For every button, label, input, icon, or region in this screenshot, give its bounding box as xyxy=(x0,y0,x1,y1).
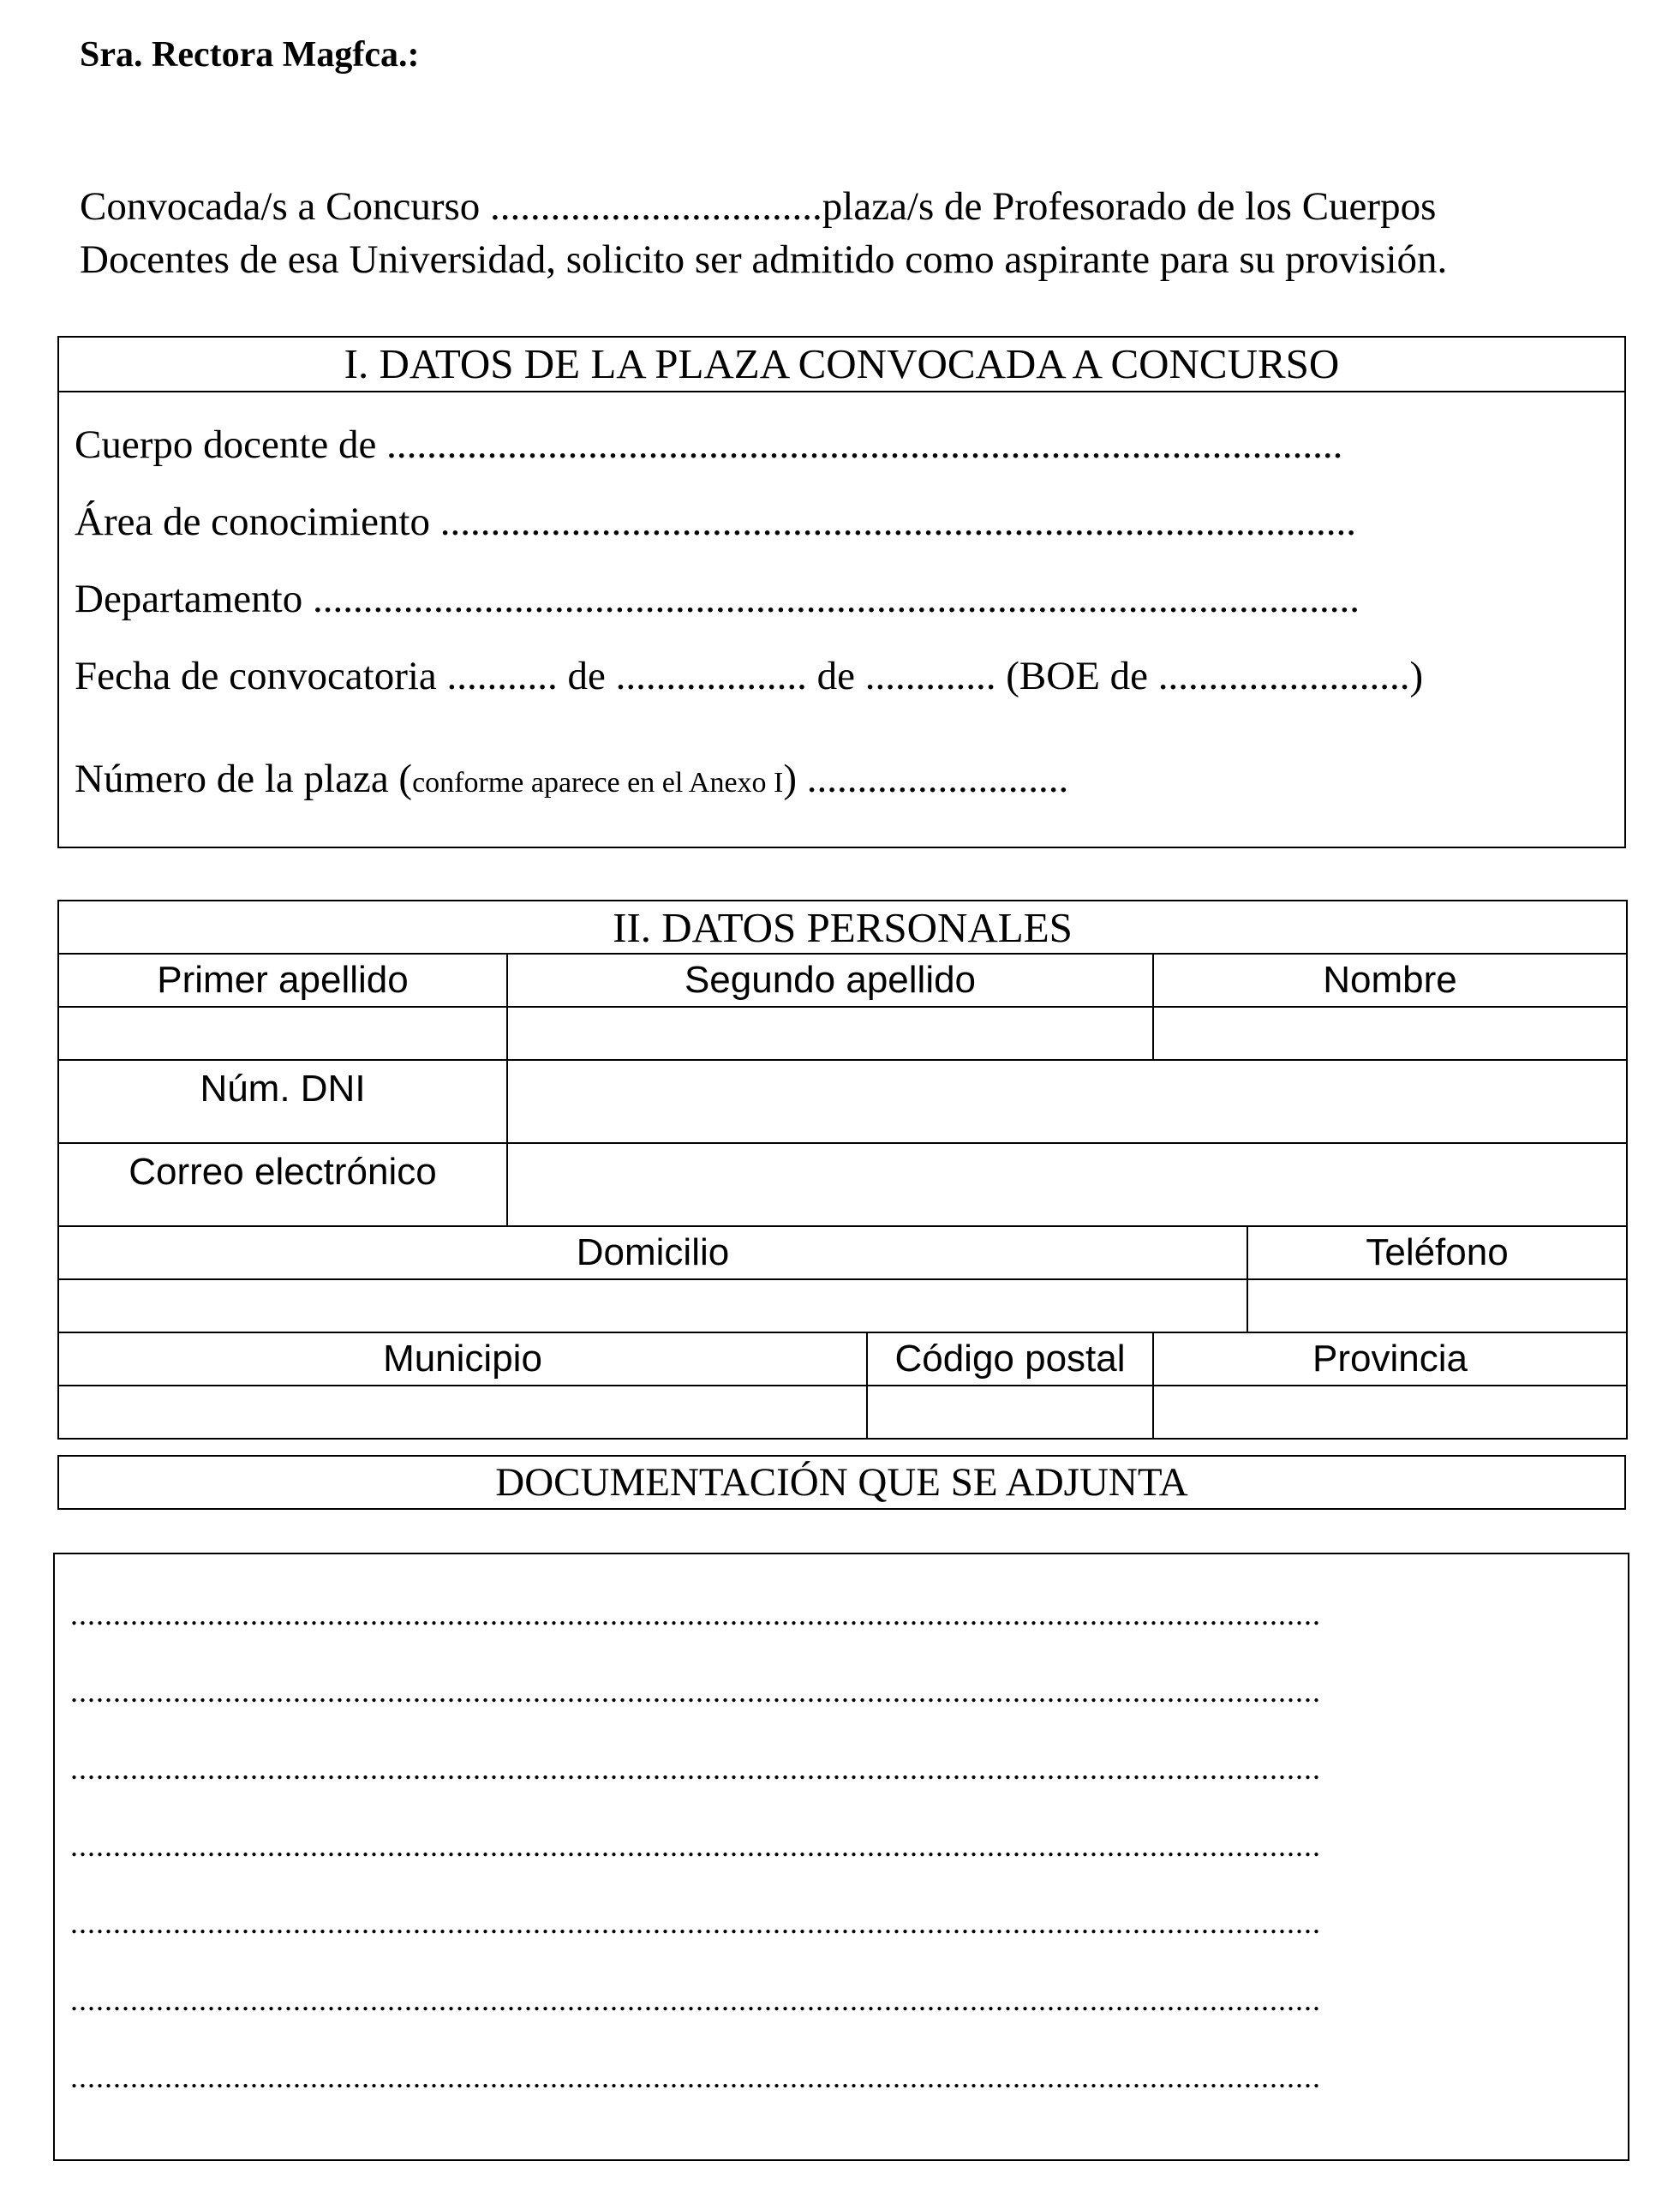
provincia-input[interactable] xyxy=(1153,1386,1627,1439)
telefono-input[interactable] xyxy=(1247,1279,1627,1332)
datos-personales-table xyxy=(57,900,1628,1440)
telefono-label: Teléfono xyxy=(1247,1226,1627,1279)
documentacion-line-4[interactable]: .................................................................................................................................................. xyxy=(70,1829,1321,1863)
domicilio-label: Domicilio xyxy=(58,1226,1247,1279)
numero-plaza-suffix: ) .......................... xyxy=(783,757,1069,801)
intro-line-1: Convocada/s a Concurso .................................plaza/s de Profesorado de los Cuerpos xyxy=(80,184,1437,229)
numero-plaza-note: conforme aparece en el Anexo I xyxy=(412,767,784,799)
codigo-postal-label: Código postal xyxy=(867,1332,1153,1386)
documentacion-line-1[interactable]: .................................................................................................................................................. xyxy=(70,1597,1321,1631)
primer-apellido-label: Primer apellido xyxy=(58,954,507,1007)
documentacion-line-6[interactable]: .................................................................................................................................................. xyxy=(70,1983,1321,2017)
section-plaza-convocada xyxy=(57,336,1626,848)
numero-plaza-field[interactable] xyxy=(75,757,1068,805)
numero-plaza-prefix: Número de la plaza ( xyxy=(75,757,413,801)
codigo-postal-input[interactable] xyxy=(867,1386,1153,1439)
documentacion-line-2[interactable]: .................................................................................................................................................. xyxy=(70,1674,1321,1709)
nombre-input[interactable] xyxy=(1153,1007,1627,1060)
documentacion-line-7[interactable]: .................................................................................................................................................. xyxy=(70,2060,1321,2094)
cuerpo-docente-field[interactable]: Cuerpo docente de ............................................................................................... xyxy=(75,422,1343,467)
fecha-convocatoria-field[interactable]: Fecha de convocatoria ........... de ................... de ............. (BOE de .........................) xyxy=(75,654,1424,698)
correo-label: Correo electrónico xyxy=(129,1150,437,1193)
dni-label-cell xyxy=(58,1060,507,1143)
correo-input[interactable] xyxy=(507,1143,1627,1226)
intro-line-2: Docentes de esa Universidad, solicito ser admitido como aspirante para su provisión. xyxy=(80,237,1448,283)
provincia-label: Provincia xyxy=(1153,1332,1627,1386)
intro-paragraph xyxy=(80,180,1613,286)
salutation: Sra. Rectora Magfca.: xyxy=(80,35,420,75)
municipio-input[interactable] xyxy=(58,1386,867,1439)
documentacion-line-5[interactable]: .................................................................................................................................................. xyxy=(70,1906,1321,1940)
datos-personales-title: II. DATOS PERSONALES xyxy=(58,901,1627,954)
correo-label-cell xyxy=(58,1143,507,1226)
section-plaza-title: I. DATOS DE LA PLAZA CONVOCADA A CONCURSO xyxy=(59,338,1624,392)
area-conocimiento-field[interactable]: Área de conocimiento ........................................................................................... xyxy=(75,500,1356,544)
segundo-apellido-label: Segundo apellido xyxy=(507,954,1153,1007)
documentacion-line-3[interactable]: .................................................................................................................................................. xyxy=(70,1751,1321,1786)
documentacion-box xyxy=(53,1553,1629,2161)
documentacion-title: DOCUMENTACIÓN QUE SE ADJUNTA xyxy=(57,1455,1626,1510)
primer-apellido-input[interactable] xyxy=(58,1007,507,1060)
dni-label: Núm. DNI xyxy=(200,1067,366,1110)
dni-input[interactable] xyxy=(507,1060,1627,1143)
departamento-field[interactable]: Departamento ........................................................................................................ xyxy=(75,577,1360,621)
segundo-apellido-input[interactable] xyxy=(507,1007,1153,1060)
municipio-label: Municipio xyxy=(58,1332,867,1386)
nombre-label: Nombre xyxy=(1153,954,1627,1007)
domicilio-input[interactable] xyxy=(58,1279,1247,1332)
